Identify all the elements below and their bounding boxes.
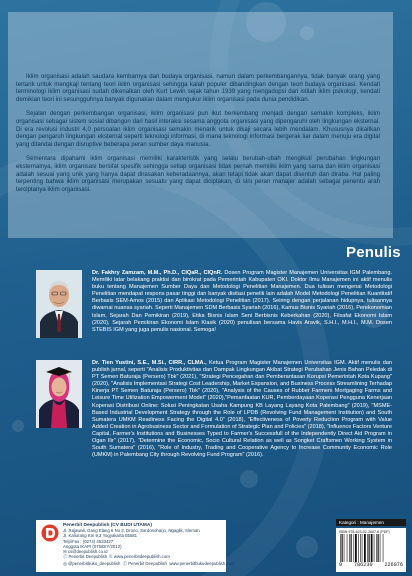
barcode-bar [347, 534, 348, 562]
publisher-phone: Telp/Fax : (0274) 4533427 [63, 538, 114, 544]
publisher-social-extra [63, 561, 235, 567]
publisher-web-row [63, 554, 223, 559]
barcode-bar [344, 534, 345, 562]
barcode-bars [339, 534, 403, 562]
decor-bubble [12, 420, 24, 432]
barcode-bar [371, 534, 373, 562]
publisher-website[interactable]: www.penerbitdeepublish.com [113, 554, 170, 560]
publisher-email[interactable]: cs@deepublish.co.id [67, 549, 108, 555]
authors-section-title: Penulis [346, 244, 401, 261]
barcode-bar [378, 534, 379, 562]
barcode-bar [355, 534, 357, 562]
barcode-digit-group-1: 9 [339, 562, 343, 568]
publisher-logo-icon [41, 524, 59, 542]
instagram-icon: ◎ [63, 561, 67, 566]
barcode-bar [358, 534, 359, 562]
publisher-details [63, 523, 223, 559]
publisher-facebook-label[interactable]: Penerbit Deepublish [128, 561, 167, 566]
barcode-bar [383, 534, 384, 562]
barcode-digit-group-3: 226076 [384, 562, 403, 568]
synopsis-paragraph-2: Sejalan dengan perkembangan organisasi, iklim organisasi pun ikut berkembang menjadi dengan semakin kompleks, iklim organisasi sebagai sistem sosial dibangun dari hasil interaksi sesama anggota organisasi yang dipengaruhi oleh lingkungan eksternal. Di era revolusi industri 4,0 persoalan iklim organisasi semakin menarik untuk dikaji secara lebih mendalam. Khususnya dikaitkan dengan pengaruh lingkungan eksternal seperti teknologi informasi, di mana teknologi informasi bergerak liar dalam menuju era digital yang ditandai dengan disruptive beberapa peran sumber daya manusia. [16, 110, 380, 148]
barcode-bar [376, 534, 377, 562]
publisher-address-1: Jl. Rajawali, Gang Elang 6 No 3, Drono, Sardonoharjo, Ngaglik, Sleman [63, 528, 200, 534]
barcode-bar [362, 534, 363, 562]
publisher-address-2: Jl. Kaliurang Km 9,3 Yogyakarta 55581 [63, 533, 138, 539]
author-1-description: Dosen Program Magister Manajemen Universitas IGM Palembang. Memiliki latar belakang praktisi dan birokrat pada Pemerintah Kabupaten OKI. Doktor Ilmu Manajemen ini aktif menulis buku tentang Manajemen Sumber Daya dan Metodologi Penelitian Manajemen. Dua tulisan mengenai Metodologi Penelitian mendapat respons pasar tinggi dan banyak disitasi peneliti lain adalah Model Metodologi Penelitian Kuantitatif Berbasis SEM-Amos (2015) dan Aplikasi Metodologi Penelitian (2017). Seiring dengan perjalanan hidupnya, tulisannya diwarnai nuansa syariah. Seperti Manajemen SDM Berbasis Syariah (2016), Kamus Bisnis Syariah (2016), Perekonomian Islam, Sejarah Dan Pemikiran (2019), Etika Bisnis Islam Seni Berbisnis Keberkahan (2020), Filsafat Ekonomi Islam (2020), Sejarah Pemikiran Ekonomi Islam Klasik (2020) penulisan bersama Havis Aravik, S.H.I., M.H.I., M.M. Dosen STEBIS IGM yang juga penulis nasional. Semoga! [92, 270, 392, 333]
globe-icon: ⊕ [108, 554, 113, 560]
publisher-name: Penerbit Deepublish (CV BUDI UTAMA) [63, 523, 152, 528]
publisher-instagram[interactable]: @penerbitbuku_deepublish [67, 561, 121, 566]
barcode-bar [380, 534, 381, 562]
barcode-bar [354, 534, 355, 562]
publisher-site-2[interactable]: www.penerbitbukudeepublish.com [169, 561, 235, 566]
isbn-barcode [336, 528, 406, 572]
isbn-number: ISBN 978-623-02-2607-6 (PDF) [339, 530, 390, 534]
publisher-facebook[interactable]: Penerbit Deepublish [68, 554, 108, 560]
facebook-icon: ⓕ [122, 561, 128, 566]
barcode-bar [351, 534, 352, 562]
barcode-digits [339, 562, 403, 568]
barcode-digit-group-2: 786230 [353, 562, 373, 568]
facebook-icon: ⓕ [63, 554, 68, 560]
decor-bubble [240, 470, 258, 488]
barcode-bar [369, 534, 370, 562]
decor-bubble [296, 536, 318, 558]
barcode-bar [342, 534, 343, 562]
email-icon: ✉ [63, 549, 67, 555]
synopsis-paragraph-1: Iklim organisasi adalah saudara kembarnya dari budaya organisasi, namun dalam perkembangannya, tidak banyak orang yang tertarik untuk mengkaji tentang teori iklim organisasi sehingga kalah populer dibandingkan dengan teori budaya organisasi. Kendati terminologi iklim organisasi sudah dikenalkan oleh Kurt Lewin sejak tahun 1939 yang mengadopsi dari istilah iklim psikologi, kendati demikian teori ini sesungguhnya banyak digunakan dalam mengukur iklim organisasi pada dunia pendidikan. [16, 73, 380, 103]
barcode-bar [360, 534, 361, 562]
category-label: Kategori : Manajemen [336, 519, 406, 526]
publisher-ikapi: Anggota IKAPI (076/DIY/2012) [63, 543, 122, 549]
author-2-bio [92, 360, 392, 459]
author-2-photo [36, 360, 82, 428]
barcode-bar [340, 534, 341, 562]
synopsis-text [16, 73, 380, 200]
author-1-portrait-icon [36, 270, 82, 338]
author-1-name: Dr. Fakhry Zamzam, M.M., Ph.D., CIQaR., CIQnR. [92, 270, 223, 276]
barcode-bar [349, 534, 350, 562]
author-1-bio [92, 270, 392, 334]
author-2-portrait-icon [36, 360, 82, 428]
barcode-bar [364, 534, 366, 562]
author-2-description: Ketua Program Magister Manajemen Universitas IGM. Aktif menulis dan publish jurnal, seperti "Analisis Produktivitas dan Dampak Lingkungan Akibat Strategi Perubahan Jenis Bahan Peledak di PT Semen Baturaja (Persero) Tbk" (2021), "Strategi Pencegahan dan Pemberantasan Korupsi Pemerintah Kota Kupang" (2020), "Analisis Implementasi Strategi Cost Leadership, Market Expansion, and Business Process Streamlining Terhadap Kinerja PT Semen Baturaja (Persero) Tbk" (2020), "Analysis of the Causes of Rubber Farmers Mortgaging Farms and Leisure Time Utilization Empowerment Model" (2020),"Pemanfaatan KUR, Pemberdayaan Koperasi Pengguna Kenerjaan Koperasi Distribusi Online: Solusi Peningkatan Usaha Kampung KB Layang Layang Kota Palembang" (2019), "MSME-Based Industrial Development Strategy through the Role of LPDB (Revolving Fund Management Institution) and South Sumatera UMKM Readiness Facing the Digital 4.0" (2018), "Effectiveness of Poverty Reduction Program with Value Added Creation in Agrobusiness Sector and Formulation of Strategic Plan and Policies" (2018), "Influence Factors Venture Capital, Farmer's Institutions and Businesses Typed to Farmer's Successfull of the Independently Direct Aid Program in Ogan Ilir" (2017), "Determine the Economic, Socio Cultural Relation as well as Songket Craftsmen Working System in South Sumatera" (2016), "Role of Industry, Trading and Cooperative Agency to Increase Community Economic Role (UMKM) in Palembang City through Revolving Fund Program" (2016). [92, 360, 392, 459]
synopsis-paragraph-3: Sementara dipahami iklim organisasi memiliki karakteristik yang selalu berubah-ubah mengikuti perubahan lingkungan eksternalnya, iklim organisasi bersifat spesifik sehingga setiap organisasi tidak pernah memiliki iklim yang sama dan iklim organisasi adalah sesuai yang unik yang hanya dapat dirasakan keberadaannya, akan tetapi tidak akan dapat disentuh dan diraba. Hal paling terpenting bahwa iklim organisasi merupakan sesuatu yang dapat diciptakan, di sini peran manajer adalah sebagai penentu arah terciptanya iklim organisasi. [16, 155, 380, 193]
author-2-name: Dr. Tien Yustini, S.E., M.Si., CIRR., CLMA., [92, 360, 207, 366]
barcode-bar [374, 534, 375, 562]
barcode-bar [367, 534, 368, 562]
author-1-photo [36, 270, 82, 338]
